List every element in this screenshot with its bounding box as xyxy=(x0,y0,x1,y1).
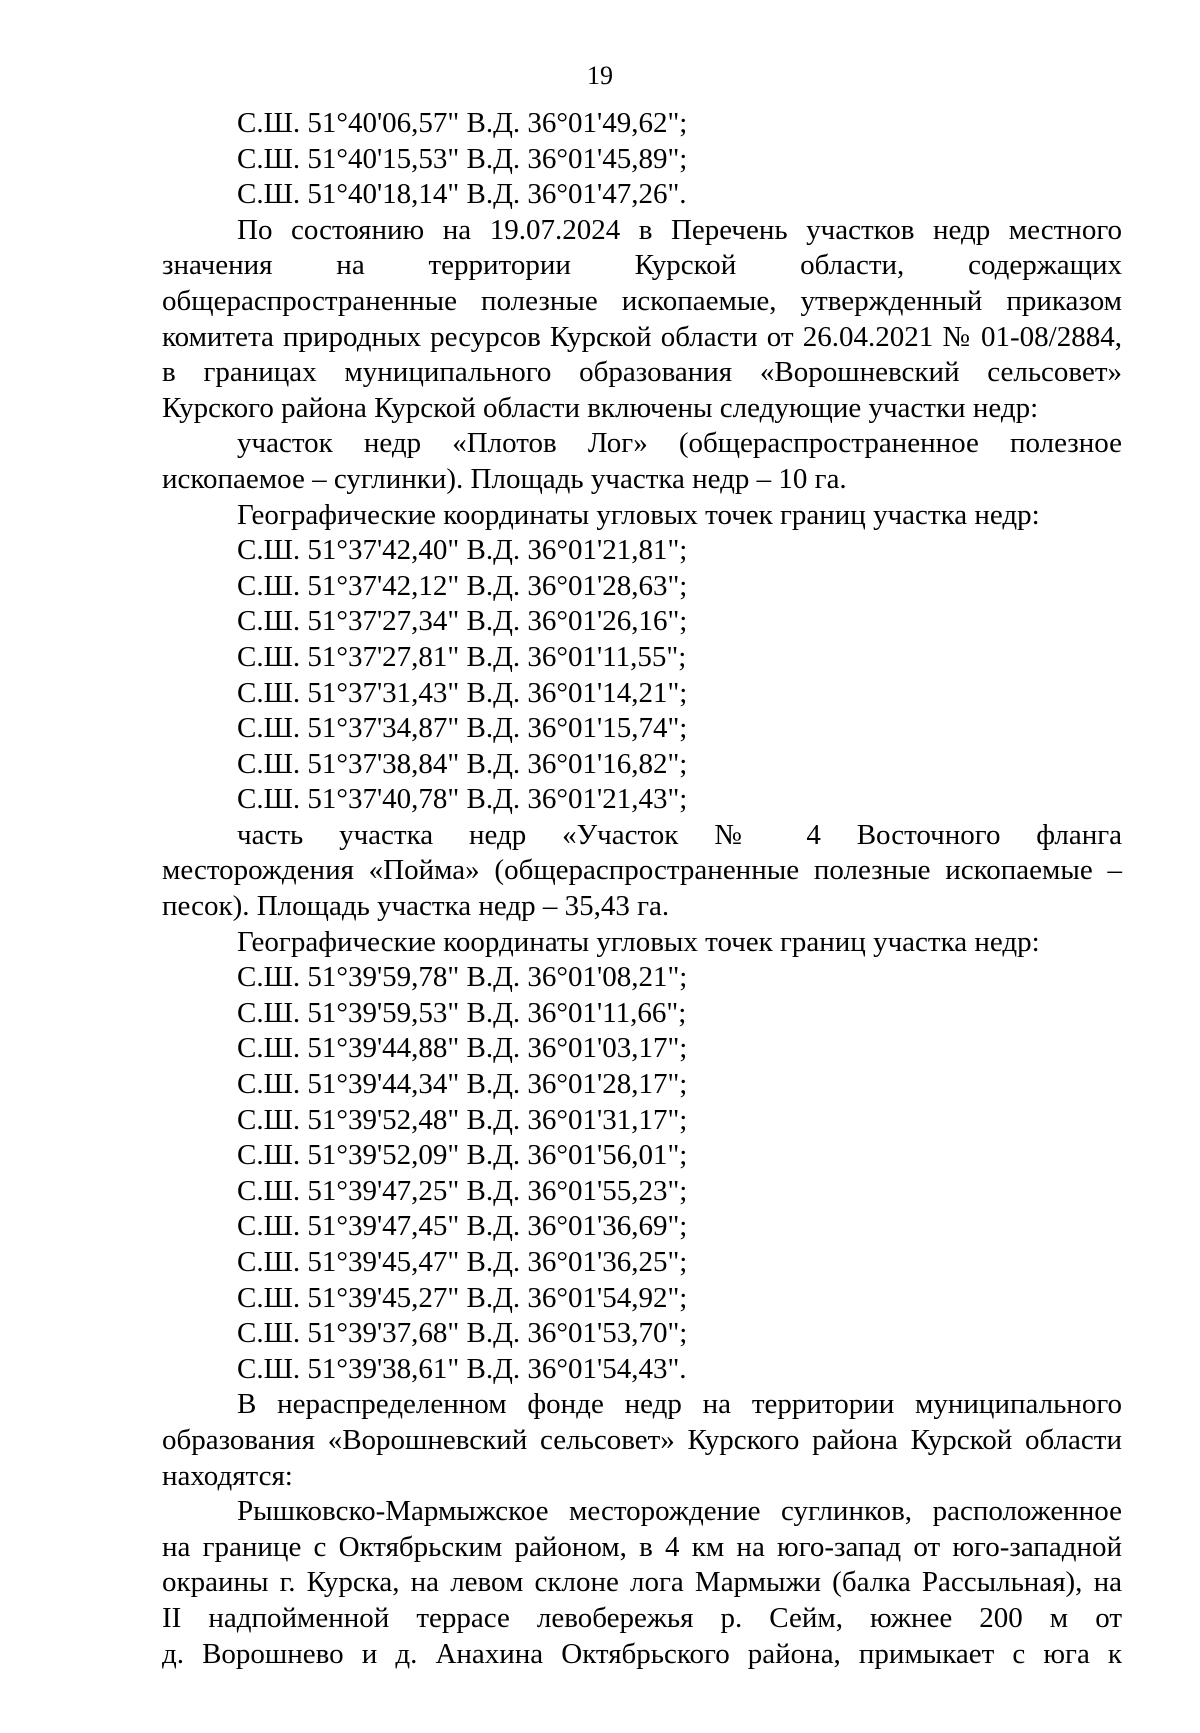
coordinate-line: С.Ш. 51°40'15,53" В.Д. 36°01'45,89"; xyxy=(237,142,688,175)
coordinate-line: С.Ш. 51°37'42,40" В.Д. 36°01'21,81"; xyxy=(237,534,688,567)
coordinate-line: С.Ш. 51°40'06,57" В.Д. 36°01'49,62"; xyxy=(237,107,688,139)
text-line: ископаемое – суглинки). Площадь участка недр – 10 га. xyxy=(162,462,847,495)
page-body xyxy=(162,106,1122,1672)
paragraph-mestorozhdenie xyxy=(162,1494,1122,1672)
text-line: Курского района Курской области включены следующие участки недр: xyxy=(162,391,1039,424)
text-line: окраины г. Курска, на левом склоне лога Мармыжи (балка Рассыльная), на xyxy=(162,1566,1122,1599)
text-line: В нераспределенном фонде недр на территории муниципального xyxy=(237,1388,1122,1421)
text-line: д. Ворошнево и д. Анахина Октябрьского района, примыкает с юга к xyxy=(162,1637,1122,1670)
text-line: образования «Ворошневский сельсовет» Курского района Курской области xyxy=(162,1423,1122,1456)
coordinate-line: С.Ш. 51°39'44,34" В.Д. 36°01'28,17"; xyxy=(237,1068,688,1101)
coordinate-line: С.Ш. 51°39'47,25" В.Д. 36°01'55,23"; xyxy=(237,1174,688,1207)
coordinate-line: С.Ш. 51°37'34,87" В.Д. 36°01'15,74"; xyxy=(237,712,688,745)
coordinate-line: С.Ш. 51°39'37,68" В.Д. 36°01'53,70"; xyxy=(237,1317,688,1350)
coordinates-list xyxy=(162,106,1122,213)
paragraph-perechen xyxy=(162,213,1122,427)
coordinates-heading: Географические координаты угловых точек границ участка недр: xyxy=(237,925,1040,958)
page-number: 19 xyxy=(587,61,613,90)
text-line: в границах муниципального образования «Ворошневский сельсовет» xyxy=(162,356,1122,389)
paragraph-plotov-log xyxy=(162,426,1122,497)
coordinate-line: С.Ш. 51°37'27,81" В.Д. 36°01'11,55"; xyxy=(237,640,687,673)
coordinates-list xyxy=(162,533,1122,818)
coordinate-line: С.Ш. 51°39'47,45" В.Д. 36°01'36,69"; xyxy=(237,1210,688,1243)
coordinate-line: С.Ш. 51°37'38,84" В.Д. 36°01'16,82"; xyxy=(237,747,688,780)
text-line: II надпойменной террасе левобережья р. Сейм, южнее 200 м от xyxy=(162,1601,1122,1634)
paragraph-nerasp-fond xyxy=(162,1387,1122,1494)
text-line: часть участка недр «Участок № 4 Восточного фланга xyxy=(237,818,1122,851)
text-line: Рышковско-Мармыжское месторождение суглинков, расположенное xyxy=(237,1495,1122,1528)
coordinates-list xyxy=(162,960,1122,1387)
coordinate-line: С.Ш. 51°39'59,78" В.Д. 36°01'08,21"; xyxy=(237,961,688,994)
coordinate-line: С.Ш. 51°39'45,47" В.Д. 36°01'36,25"; xyxy=(237,1246,688,1278)
text-line: участок недр «Плотов Лог» (общераспространенное полезное xyxy=(237,427,1122,460)
coordinate-line: С.Ш. 51°37'42,12" В.Д. 36°01'28,63"; xyxy=(237,569,688,602)
text-line: общераспространенные полезные ископаемые, утвержденный приказом xyxy=(162,284,1122,317)
coordinate-line: С.Ш. 51°39'44,88" В.Д. 36°01'03,17"; xyxy=(237,1032,688,1065)
text-line: значения на территории Курской области, содержащих xyxy=(162,249,1122,282)
coordinate-line: С.Ш. 51°37'31,43" В.Д. 36°01'14,21"; xyxy=(237,676,688,709)
coordinate-line: С.Ш. 51°39'38,61" В.Д. 36°01'54,43". xyxy=(237,1352,687,1385)
coordinates-heading: Географические координаты угловых точек границ участка недр: xyxy=(237,498,1040,531)
text-line: комитета природных ресурсов Курской области от 26.04.2021 № 01-08/2884, xyxy=(162,320,1122,353)
text-line: По состоянию на 19.07.2024 в Перечень участков недр местного xyxy=(237,213,1122,246)
coordinate-line: С.Ш. 51°37'40,78" В.Д. 36°01'21,43"; xyxy=(237,783,688,816)
text-line: на границе с Октябрьским районом, в 4 км на юго-запад от юго-западной xyxy=(162,1530,1122,1563)
coordinate-line: С.Ш. 51°39'45,27" В.Д. 36°01'54,92"; xyxy=(237,1281,688,1314)
text-line: месторождения «Пойма» (общераспространенные полезные ископаемые – xyxy=(162,854,1122,887)
text-line: находятся: xyxy=(162,1459,293,1492)
coordinate-line: С.Ш. 51°37'27,34" В.Д. 36°01'26,16"; xyxy=(237,605,688,638)
coordinate-line: С.Ш. 51°39'52,48" В.Д. 36°01'31,17"; xyxy=(237,1103,688,1136)
paragraph-poyma xyxy=(162,818,1122,925)
coordinate-line: С.Ш. 51°39'59,53" В.Д. 36°01'11,66"; xyxy=(237,996,687,1029)
coordinate-line: С.Ш. 51°40'18,14" В.Д. 36°01'47,26". xyxy=(237,178,687,211)
text-line: песок). Площадь участка недр – 35,43 га. xyxy=(162,890,670,923)
coordinate-line: С.Ш. 51°39'52,09" В.Д. 36°01'56,01"; xyxy=(237,1139,688,1172)
